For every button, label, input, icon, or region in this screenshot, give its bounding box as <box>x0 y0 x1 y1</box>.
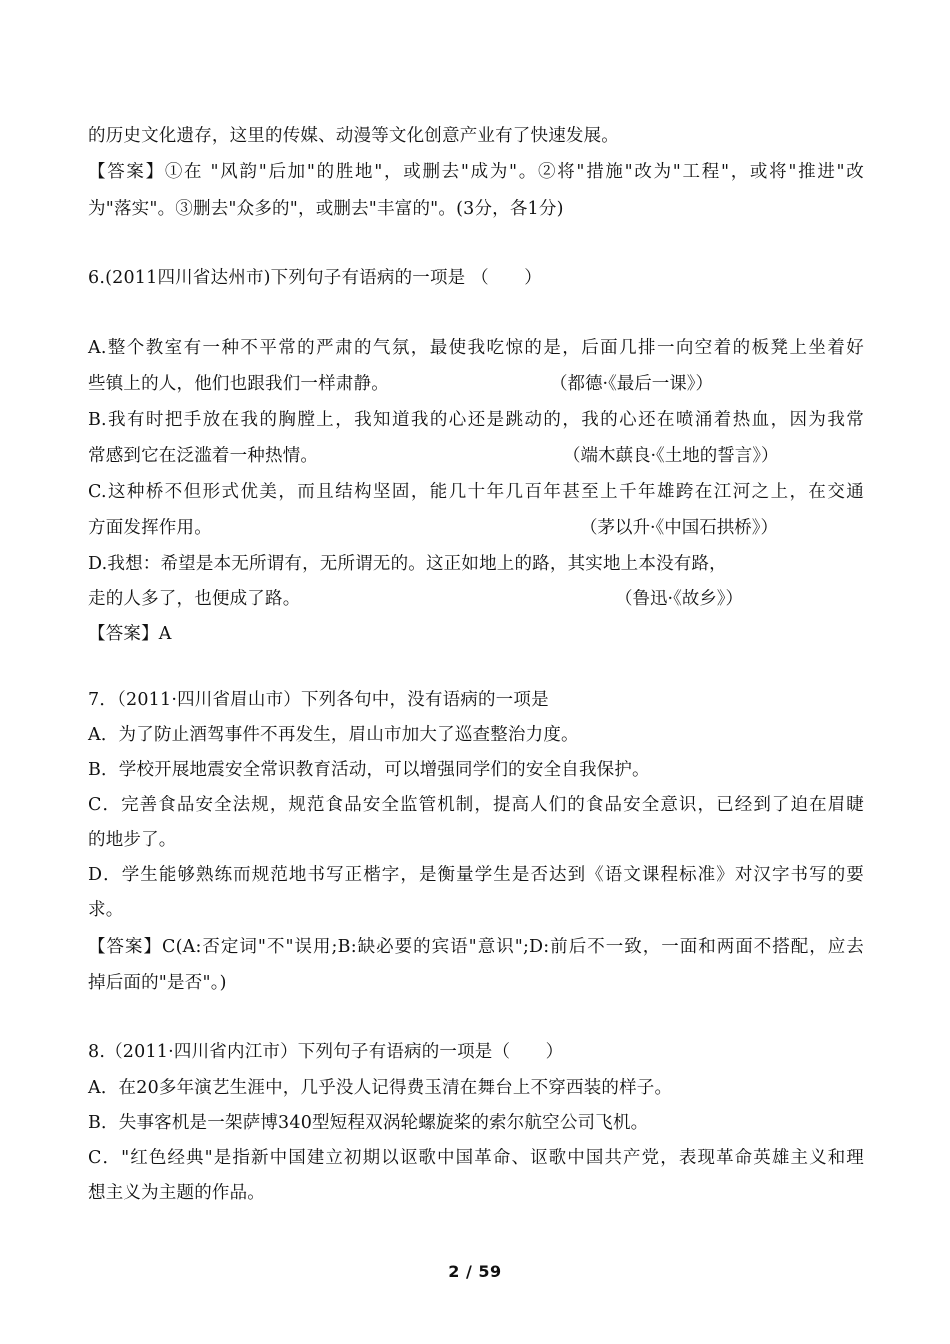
question-6-option-d-line-1: D.我想：希望是本无所谓有，无所谓无的。这正如地上的路，其实地上本没有路， <box>88 554 727 574</box>
question-6-option-a-line-2: 些镇上的人，他们也跟我们一样肃静。 <box>88 374 389 394</box>
question-6-option-d-source: （鲁迅·《故乡》） <box>615 589 744 609</box>
intro-text-line: 的历史文化遗存，这里的传媒、动漫等文化创意产业有了快速发展。 <box>88 126 619 146</box>
question-6-option-b-line-1: B.我有时把手放在我的胸膛上，我知道我的心还是跳动的，我的心还在喷涌着热血，因为我常 <box>88 410 864 430</box>
question-7-option-a: A．为了防止酒驾事件不再发生，眉山市加大了巡查整治力度。 <box>88 725 579 745</box>
question-6-answer: 【答案】A <box>88 624 172 644</box>
question-8-option-b: B．失事客机是一架萨博340型短程双涡轮螺旋桨的索尔航空公司飞机。 <box>88 1113 649 1133</box>
question-7-option-b: B．学校开展地震安全常识教育活动，可以增强同学们的安全自我保护。 <box>88 760 650 780</box>
page-number: 2 / 59 <box>448 1262 502 1281</box>
question-7-answer-line-2: 掉后面的"是否"。) <box>88 973 227 993</box>
question-6-option-b-source: （端木蕻良·《土地的誓言》） <box>563 446 779 466</box>
question-6-option-c-source: （茅以升·《中国石拱桥》） <box>580 518 779 538</box>
question-8-option-c-line-1: C．"红色经典"是指新中国建立初期以讴歌中国革命、讴歌中国共产党，表现革命英雄主义和理 <box>88 1148 864 1168</box>
intro-answer-line-1: 【答案】①在 "风韵"后加"的胜地"，或删去"成为"。②将"措施"改为"工程"，或将"推进"改 <box>88 162 864 182</box>
question-6-option-a-source: （都德·《最后一课》） <box>550 374 714 394</box>
question-6-option-c-line-2: 方面发挥作用。 <box>88 518 212 538</box>
intro-answer-line-2: 为"落实"。③删去"众多的"，或删去"丰富的"。(3分，各1分) <box>88 199 564 219</box>
question-7-option-c-line-2: 的地步了。 <box>88 830 177 850</box>
question-6-option-c-line-1: C.这种桥不但形式优美，而且结构坚固，能几十年几百年甚至上千年雄跨在江河之上，在交通 <box>88 482 864 502</box>
question-7-option-d-line-1: D．学生能够熟练而规范地书写正楷字，是衡量学生是否达到《语文课程标准》对汉字书写的要 <box>88 865 864 885</box>
question-8-stem: 8.（2011·四川省内江市）下列句子有语病的一项是（ ） <box>88 1042 564 1062</box>
question-8-option-a: A．在20多年演艺生涯中，几乎没人记得费玉清在舞台上不穿西装的样子。 <box>88 1078 673 1098</box>
question-7-answer-line-1: 【答案】C(A:否定词"不"误用;B:缺必要的宾语"意识";D:前后不一致，一面和两面不搭配，应去 <box>88 937 864 957</box>
question-7-option-c-line-1: C．完善食品安全法规，规范食品安全监管机制，提高人们的食品安全意识，已经到了迫在眉睫 <box>88 795 864 815</box>
question-6-option-d-line-2: 走的人多了，也便成了路。 <box>88 589 301 609</box>
question-7-stem: 7．（2011·四川省眉山市）下列各句中，没有语病的一项是 <box>88 690 549 710</box>
question-8-option-c-line-2: 想主义为主题的作品。 <box>88 1183 265 1203</box>
question-6-option-b-line-2: 常感到它在泛滥着一种热情。 <box>88 446 319 466</box>
question-6-option-a-line-1: A.整个教室有一种不平常的严肃的气氛，最使我吃惊的是，后面几排一向空着的板凳上坐着好 <box>88 338 864 358</box>
question-6-stem: 6.(2011四川省达州市)下列句子有语病的一项是 （ ） <box>88 268 542 288</box>
question-7-option-d-line-2: 求。 <box>88 900 124 920</box>
